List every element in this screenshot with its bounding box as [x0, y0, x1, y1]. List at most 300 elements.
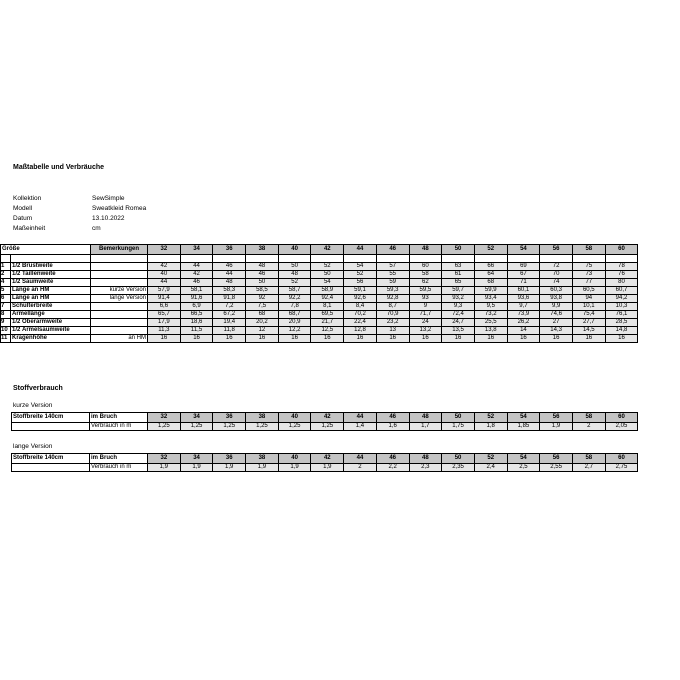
measure-cell: 70 [540, 271, 573, 279]
consumption-cell: 1,25 [246, 423, 279, 431]
consumption-cell: 1,7 [409, 423, 442, 431]
row-note [91, 279, 148, 287]
measure-cell: 11,8 [213, 327, 246, 335]
row-label: 1/2 Ärmelsaumweite [11, 327, 91, 335]
measure-cell: 24,7 [442, 319, 475, 327]
fabric-size-cell: 54 [507, 454, 540, 464]
measure-cell: 78 [605, 263, 638, 271]
measure-cell: 7,5 [246, 303, 279, 311]
fabric-size-cell: 46 [376, 454, 409, 464]
measure-cell: 75 [572, 263, 605, 271]
meta-row [13, 214, 146, 224]
consumption-cell: 2,4 [474, 464, 507, 472]
row-note [91, 303, 148, 311]
measure-cell: 72,4 [442, 311, 475, 319]
measure-cell: 23,2 [376, 319, 409, 327]
measure-cell: 73,2 [474, 311, 507, 319]
fabric-values-row [12, 464, 638, 472]
fabric-size-cell: 46 [376, 413, 409, 423]
measure-row [1, 311, 638, 319]
spacer-row [1, 255, 638, 263]
size-header-cell: 34 [180, 245, 213, 255]
fabric-table [11, 453, 638, 472]
size-header-cell: 54 [507, 245, 540, 255]
spacer-cell [442, 255, 475, 263]
measure-cell: 57 [376, 263, 409, 271]
spacer-cell [213, 255, 246, 263]
consumption-cell: 1,8 [474, 423, 507, 431]
measure-cell: 16 [507, 335, 540, 343]
measure-cell: 70,9 [376, 311, 409, 319]
measure-cell: 58,3 [213, 287, 246, 295]
measure-cell: 59 [376, 279, 409, 287]
measure-row [1, 279, 638, 287]
measure-cell: 59,1 [344, 287, 377, 295]
row-note [91, 311, 148, 319]
spacer-cell [180, 255, 213, 263]
measure-cell: 60,3 [540, 287, 573, 295]
measure-cell: 57,9 [148, 287, 181, 295]
meta-row [13, 204, 146, 214]
consumption-cell: 1,9 [148, 464, 181, 472]
measure-cell: 60,7 [605, 287, 638, 295]
consumption-cell: 1,75 [442, 423, 475, 431]
meta-value: 13.10.2022 [92, 215, 125, 222]
consumption-cell: 2,2 [376, 464, 409, 472]
measure-cell: 50 [311, 271, 344, 279]
fabric-table [11, 412, 638, 431]
spacer-cell [572, 255, 605, 263]
measure-cell: 60,5 [572, 287, 605, 295]
measure-row [1, 319, 638, 327]
fabric-size-cell: 60 [605, 413, 638, 423]
row-number: 7 [1, 303, 11, 311]
measure-cell: 60 [409, 263, 442, 271]
row-number: 2 [1, 271, 11, 279]
consumption-cell: 2,55 [540, 464, 573, 472]
fabric-size-cell: 36 [213, 454, 246, 464]
measure-cell: 69 [507, 263, 540, 271]
measure-cell: 58 [409, 271, 442, 279]
measure-cell: 11,5 [180, 327, 213, 335]
row-number: 8 [1, 311, 11, 319]
measure-row [1, 295, 638, 303]
document-title: Maßtabelle und Verbräuche [13, 164, 105, 171]
fabric-size-cell: 38 [246, 413, 279, 423]
measure-cell: 75,4 [572, 311, 605, 319]
measure-cell: 92,8 [376, 295, 409, 303]
spacer-cell [11, 255, 91, 263]
fabric-size-cell: 58 [572, 454, 605, 464]
spacer-cell [376, 255, 409, 263]
row-label: 1/2 Brustweite [11, 263, 91, 271]
fabric-size-cell: 60 [605, 454, 638, 464]
spacer-cell [540, 255, 573, 263]
size-header-cell: 52 [474, 245, 507, 255]
consumption-cell: 2,05 [605, 423, 638, 431]
measure-cell: 13,8 [474, 327, 507, 335]
measure-row [1, 327, 638, 335]
measure-cell: 94,2 [605, 295, 638, 303]
row-label: 1/2 Oberarmweite [11, 319, 91, 327]
fabric-size-cell: 44 [344, 413, 377, 423]
row-label: Ärmellänge [11, 311, 91, 319]
measure-cell: 48 [246, 263, 279, 271]
spacer-cell [507, 255, 540, 263]
measure-cell: 6,9 [180, 303, 213, 311]
notes-header: Bemerkungen [91, 245, 148, 255]
size-header-label: Größe [1, 245, 91, 255]
fabric-size-cell: 56 [540, 413, 573, 423]
row-note [91, 271, 148, 279]
row-note [91, 263, 148, 271]
size-header-cell: 46 [376, 245, 409, 255]
row-note: lange Version [91, 295, 148, 303]
row-number: 10 [1, 327, 11, 335]
measure-cell: 59,3 [376, 287, 409, 295]
fabric-size-cell: 44 [344, 454, 377, 464]
measure-cell: 58,5 [246, 287, 279, 295]
fabric-size-cell: 38 [246, 454, 279, 464]
empty-cell [12, 423, 90, 431]
measure-cell: 9 [409, 303, 442, 311]
consumption-cell: 2 [572, 423, 605, 431]
row-label: Länge an HM [11, 295, 91, 303]
measure-cell: 58,7 [278, 287, 311, 295]
consumption-cell: 1,9 [278, 464, 311, 472]
meta-row [13, 224, 146, 234]
measure-cell: 94 [572, 295, 605, 303]
measure-row [1, 263, 638, 271]
row-label: Kragenhöhe [11, 335, 91, 343]
version-label: kurze Version [13, 402, 53, 409]
meta-block [13, 194, 146, 234]
measure-cell: 16 [180, 335, 213, 343]
size-header-cell: 60 [605, 245, 638, 255]
measure-cell: 74 [540, 279, 573, 287]
consumption-cell: 1,25 [311, 423, 344, 431]
measure-cell: 77 [572, 279, 605, 287]
measure-cell: 7,8 [278, 303, 311, 311]
measure-cell: 6,6 [148, 303, 181, 311]
measure-cell: 13 [376, 327, 409, 335]
meta-key: Maßeinheit [13, 225, 46, 232]
size-header-row [1, 245, 638, 255]
measure-cell: 8,4 [344, 303, 377, 311]
measure-cell: 9,9 [540, 303, 573, 311]
fabric-width-label: Stoffbreite 140cm [12, 454, 90, 464]
fabric-size-cell: 42 [311, 454, 344, 464]
measure-cell: 8,7 [376, 303, 409, 311]
row-label: Länge an HM [11, 287, 91, 295]
measure-cell: 92 [246, 295, 279, 303]
size-header-cell: 32 [148, 245, 181, 255]
measure-cell: 72 [540, 263, 573, 271]
fabric-size-cell: 42 [311, 413, 344, 423]
measure-cell: 10,3 [605, 303, 638, 311]
empty-cell [12, 464, 90, 472]
measure-cell: 93,2 [442, 295, 475, 303]
row-note: kurze Version [91, 287, 148, 295]
consumption-cell: 1,25 [148, 423, 181, 431]
row-note: an HM [91, 335, 148, 343]
measure-cell: 26,2 [507, 319, 540, 327]
measure-cell: 12,2 [278, 327, 311, 335]
measure-cell: 28,5 [605, 319, 638, 327]
measure-cell: 69,5 [311, 311, 344, 319]
measure-cell: 48 [213, 279, 246, 287]
measure-cell: 16 [376, 335, 409, 343]
size-header-cell: 40 [278, 245, 311, 255]
measure-cell: 50 [278, 263, 311, 271]
measure-cell: 44 [213, 271, 246, 279]
measure-cell: 65 [442, 279, 475, 287]
version-label: lange Version [13, 443, 53, 450]
measure-cell: 27,7 [572, 319, 605, 327]
measure-cell: 93,6 [507, 295, 540, 303]
measure-cell: 16 [572, 335, 605, 343]
measure-cell: 16 [311, 335, 344, 343]
measure-cell: 93,8 [540, 295, 573, 303]
measure-cell: 9,5 [474, 303, 507, 311]
measure-cell: 56 [344, 279, 377, 287]
measure-cell: 14,3 [540, 327, 573, 335]
measure-cell: 22,4 [344, 319, 377, 327]
row-label: Schulterbreite [11, 303, 91, 311]
consumption-cell: 2,75 [605, 464, 638, 472]
row-number: 5 [1, 287, 11, 295]
spacer-cell [344, 255, 377, 263]
fabric-size-cell: 50 [442, 413, 475, 423]
measure-cell: 16 [246, 335, 279, 343]
meta-key: Modell [13, 205, 33, 212]
row-number: 1 [1, 263, 11, 271]
measure-cell: 91,6 [180, 295, 213, 303]
measure-cell: 58,1 [180, 287, 213, 295]
measure-cell: 42 [148, 263, 181, 271]
fabric-size-cell: 56 [540, 454, 573, 464]
measure-cell: 27 [540, 319, 573, 327]
measure-cell: 73,9 [507, 311, 540, 319]
measure-cell: 16 [213, 335, 246, 343]
row-note [91, 327, 148, 335]
measure-cell: 62 [409, 279, 442, 287]
measure-cell: 91,8 [213, 295, 246, 303]
measure-cell: 93 [409, 295, 442, 303]
measure-cell: 40 [148, 271, 181, 279]
fabric-section-title: Stoffverbrauch [13, 385, 63, 392]
fabric-size-cell: 48 [409, 454, 442, 464]
measure-cell: 24 [409, 319, 442, 327]
measure-row [1, 271, 638, 279]
measure-cell: 61 [442, 271, 475, 279]
measure-cell: 74,6 [540, 311, 573, 319]
fabric-size-cell: 48 [409, 413, 442, 423]
consumption-cell: 1,25 [213, 423, 246, 431]
measure-cell: 73 [572, 271, 605, 279]
measure-cell: 9,7 [507, 303, 540, 311]
consumption-cell: 1,9 [311, 464, 344, 472]
measure-cell: 58,9 [311, 287, 344, 295]
measure-cell: 52 [344, 271, 377, 279]
consumption-cell: 1,9 [180, 464, 213, 472]
fabric-size-cell: 40 [278, 413, 311, 423]
fabric-values-row [12, 423, 638, 431]
measure-cell: 92,2 [278, 295, 311, 303]
measure-cell: 63 [442, 263, 475, 271]
measure-cell: 20,9 [278, 319, 311, 327]
fabric-size-cell: 34 [180, 413, 213, 423]
measure-cell: 16 [540, 335, 573, 343]
meta-value: Sweatkleid Romea [92, 205, 147, 212]
row-label: 1/2 Saumweite [11, 279, 91, 287]
measure-cell: 46 [213, 263, 246, 271]
fabric-header-row [12, 454, 638, 464]
measure-row [1, 287, 638, 295]
fold-label: im Bruch [90, 413, 148, 423]
measure-cell: 14,5 [572, 327, 605, 335]
consumption-cell: 1,25 [278, 423, 311, 431]
measure-cell: 7,2 [213, 303, 246, 311]
fabric-size-cell: 54 [507, 413, 540, 423]
measure-cell: 76 [605, 271, 638, 279]
size-header-cell: 56 [540, 245, 573, 255]
spacer-cell [409, 255, 442, 263]
measure-cell: 50 [246, 279, 279, 287]
measure-cell: 66,5 [180, 311, 213, 319]
size-header-cell: 44 [344, 245, 377, 255]
measure-cell: 9,3 [442, 303, 475, 311]
measure-cell: 68,7 [278, 311, 311, 319]
consumption-cell: 2,5 [507, 464, 540, 472]
spacer-cell [91, 255, 148, 263]
measure-cell: 48 [278, 271, 311, 279]
spacer-cell [1, 255, 11, 263]
row-label: 1/2 Taillenweite [11, 271, 91, 279]
consumption-cell: 1,25 [180, 423, 213, 431]
measure-cell: 64 [474, 271, 507, 279]
meta-key: Datum [13, 215, 33, 222]
measure-cell: 92,4 [311, 295, 344, 303]
measure-cell: 91,4 [148, 295, 181, 303]
measure-cell: 8,1 [311, 303, 344, 311]
consumption-label: Verbrauch in m [90, 423, 148, 431]
measure-cell: 18,6 [180, 319, 213, 327]
measure-cell: 44 [180, 263, 213, 271]
spacer-cell [246, 255, 279, 263]
measure-cell: 14,8 [605, 327, 638, 335]
fabric-size-cell: 34 [180, 454, 213, 464]
spacer-cell [311, 255, 344, 263]
row-number: 9 [1, 319, 11, 327]
measure-row [1, 303, 638, 311]
measure-cell: 14 [507, 327, 540, 335]
spacer-cell [474, 255, 507, 263]
measure-cell: 59,7 [442, 287, 475, 295]
measure-cell: 16 [344, 335, 377, 343]
measure-cell: 54 [344, 263, 377, 271]
measure-cell: 20,2 [246, 319, 279, 327]
fabric-size-cell: 52 [474, 454, 507, 464]
measure-cell: 54 [311, 279, 344, 287]
measure-cell: 70,2 [344, 311, 377, 319]
fabric-size-cell: 40 [278, 454, 311, 464]
meta-value: SewSimple [92, 195, 125, 202]
size-header-cell: 38 [246, 245, 279, 255]
measure-cell: 66 [474, 263, 507, 271]
measure-cell: 80 [605, 279, 638, 287]
size-header-cell: 42 [311, 245, 344, 255]
measure-cell: 21,7 [311, 319, 344, 327]
consumption-cell: 1,85 [507, 423, 540, 431]
measure-cell: 16 [148, 335, 181, 343]
consumption-cell: 1,4 [344, 423, 377, 431]
consumption-cell: 2 [344, 464, 377, 472]
measure-cell: 46 [246, 271, 279, 279]
spacer-cell [605, 255, 638, 263]
consumption-label: Verbrauch in m [90, 464, 148, 472]
consumption-cell: 1,9 [246, 464, 279, 472]
size-header-cell: 50 [442, 245, 475, 255]
measure-cell: 59,9 [474, 287, 507, 295]
measure-cell: 11,3 [148, 327, 181, 335]
measure-cell: 52 [278, 279, 311, 287]
measure-cell: 25,5 [474, 319, 507, 327]
size-header-cell: 36 [213, 245, 246, 255]
measure-cell: 67 [507, 271, 540, 279]
measure-cell: 19,4 [213, 319, 246, 327]
measure-cell: 12 [246, 327, 279, 335]
measure-cell: 16 [442, 335, 475, 343]
meta-row [13, 194, 146, 204]
spacer-cell [148, 255, 181, 263]
size-header-cell: 48 [409, 245, 442, 255]
measure-cell: 16 [409, 335, 442, 343]
fabric-header-row [12, 413, 638, 423]
measure-cell: 71 [507, 279, 540, 287]
fabric-size-cell: 36 [213, 413, 246, 423]
fabric-width-label: Stoffbreite 140cm [12, 413, 90, 423]
measure-cell: 46 [180, 279, 213, 287]
measure-cell: 42 [180, 271, 213, 279]
measure-cell: 55 [376, 271, 409, 279]
consumption-cell: 1,9 [213, 464, 246, 472]
fold-label: im Bruch [90, 454, 148, 464]
consumption-cell: 1,6 [376, 423, 409, 431]
row-number: 11 [1, 335, 11, 343]
measure-cell: 17,9 [148, 319, 181, 327]
fabric-size-cell: 50 [442, 454, 475, 464]
measure-cell: 76,1 [605, 311, 638, 319]
measure-cell: 71,7 [409, 311, 442, 319]
consumption-cell: 2,7 [572, 464, 605, 472]
fabric-size-cell: 32 [148, 454, 181, 464]
size-table [0, 244, 638, 343]
consumption-cell: 2,35 [442, 464, 475, 472]
row-number: 4 [1, 279, 11, 287]
measure-cell: 16 [474, 335, 507, 343]
measure-cell: 67,2 [213, 311, 246, 319]
consumption-cell: 1,9 [540, 423, 573, 431]
measure-cell: 93,4 [474, 295, 507, 303]
measure-cell: 65,7 [148, 311, 181, 319]
size-header-cell: 58 [572, 245, 605, 255]
row-note [91, 319, 148, 327]
consumption-cell: 2,3 [409, 464, 442, 472]
measure-row [1, 335, 638, 343]
fabric-size-cell: 32 [148, 413, 181, 423]
measure-cell: 16 [278, 335, 311, 343]
